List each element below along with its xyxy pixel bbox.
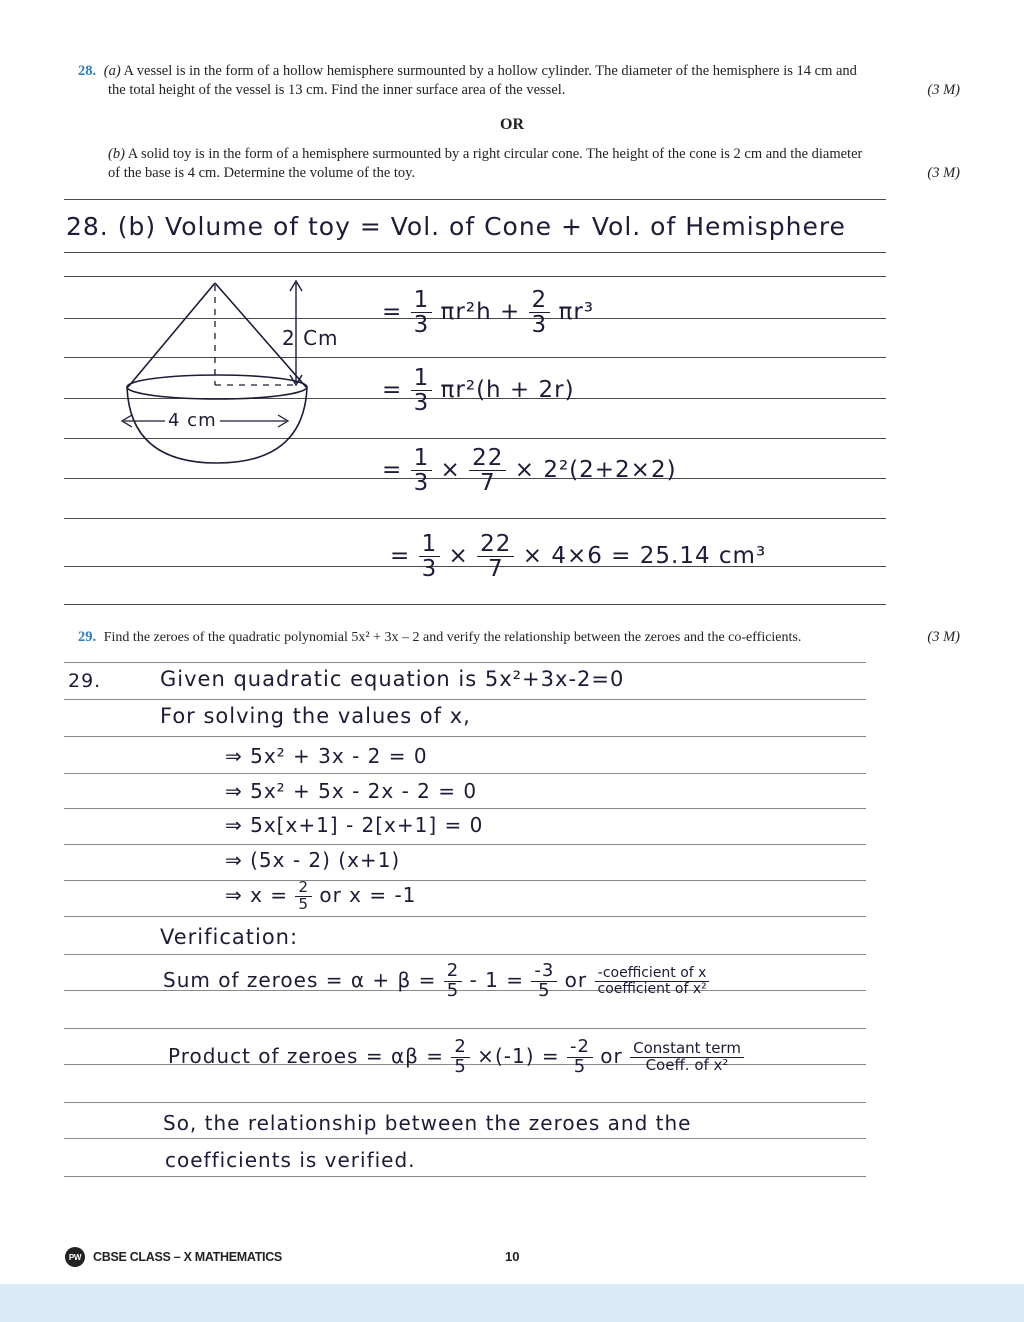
diameter-label: 4 cm: [165, 410, 220, 431]
ruled-line: [64, 880, 866, 881]
step-4: = $\frac{1}{3}$ × $\frac{22}{7}$ × 4×6 = 25.14 cm³: [390, 531, 767, 583]
step-2: = $\frac{1}{3}$ πr²(h + 2r): [382, 365, 575, 417]
fraction: $\frac{1}{3}$: [419, 532, 441, 581]
fraction: $\frac{1}{3}$: [411, 288, 433, 337]
question-28: [78, 62, 960, 100]
fraction: $\frac{2}{5}$: [444, 962, 462, 1001]
ruled-line: [64, 808, 866, 809]
cone-outline: [128, 283, 306, 387]
answer-29-line: ⇒ 5x² + 5x - 2x - 2 = 0: [225, 779, 478, 803]
ruled-line: [64, 916, 866, 917]
ruled-line: [64, 1028, 866, 1029]
answer-29-line: ⇒ 5x[x+1] - 2[x+1] = 0: [225, 813, 484, 837]
fraction: $\frac{-3}{5}$: [531, 962, 557, 1001]
ruled-line: [64, 604, 886, 605]
question-text: Find the zeroes of the quadratic polynomial 5x² + 3x – 2 and verify the relationship between the zeroes and the co-efficients.: [103, 630, 802, 645]
verification-heading: Verification:: [160, 925, 299, 949]
ruled-line: [64, 199, 886, 200]
ruled-line: [64, 1138, 866, 1139]
ruled-line: [64, 1176, 866, 1177]
product-of-zeroes: Product of zeroes = αβ = $\frac{2}{5}$ ×(-1) = $\frac{-2}{5}$ or $\frac{\text{Constant term}}{\text{Coeff. of x²}}$: [168, 1038, 744, 1077]
part-label: (a): [103, 63, 121, 79]
base-ellipse: [127, 375, 307, 399]
fraction: $\frac{1}{3}$: [411, 366, 433, 415]
question-number: 29.: [78, 629, 97, 645]
ruled-line: [64, 252, 886, 253]
marks: (3 M): [927, 165, 960, 181]
answer-29-line: For solving the values of x,: [160, 704, 471, 728]
or-label: OR: [500, 116, 524, 133]
fraction: $\frac{1}{3}$: [411, 446, 433, 495]
question-28b: [78, 145, 960, 183]
answer-29-line: ⇒ x = $\frac{2}{5}$ or x = -1: [225, 878, 417, 913]
height-label: 2 Cm: [282, 326, 339, 350]
fraction: $\frac{-2}{5}$: [567, 1038, 593, 1077]
fraction: $\frac{22}{7}$: [469, 446, 506, 495]
answer-29-line: ⇒ 5x² + 3x - 2 = 0: [225, 744, 428, 768]
footer-band: [0, 1284, 1024, 1322]
answer-29-line: coefficients is verified.: [165, 1148, 416, 1172]
question-text: the total height of the vessel is 13 cm. Find the inner surface area of the vessel.: [108, 82, 566, 98]
ruled-line: [64, 662, 866, 663]
publisher-logo-icon: PW: [65, 1247, 85, 1267]
question-text: A solid toy is in the form of a hemisphere surmounted by a right circular cone. The height of the cone is 2 cm and the diameter: [127, 146, 863, 162]
step-3: = $\frac{1}{3}$ × $\frac{22}{7}$ × 2²(2+2×2): [382, 445, 677, 497]
answer-29-line: So, the relationship between the zeroes and the: [163, 1111, 692, 1135]
question-text: of the base is 4 cm. Determine the volume of the toy.: [108, 165, 416, 181]
fraction: $\frac{2}{5}$: [295, 880, 312, 913]
part-label: (b): [108, 146, 125, 162]
page-number: 10: [505, 1249, 520, 1264]
question-29: [78, 628, 960, 647]
sum-of-zeroes: Sum of zeroes = α + β = $\frac{2}{5}$ - 1 = $\frac{-3}{5}$ or $\frac{\text{-coefficient of x}}{\text{coefficient of x²}}$: [163, 962, 710, 1001]
ruled-line: [64, 699, 866, 700]
toy-diagram: [118, 275, 348, 470]
fraction: $\frac{22}{7}$: [477, 532, 514, 581]
footer-text: CBSE CLASS – X MATHEMATICS: [93, 1250, 282, 1264]
fraction: $\frac{2}{3}$: [529, 288, 551, 337]
step-1: = $\frac{1}{3}$ πr²h + $\frac{2}{3}$ πr³: [382, 287, 595, 339]
fraction: $\frac{\text{Constant term}}{\text{Coeff. of x²}}$: [630, 1041, 744, 1074]
ruled-line: [64, 773, 866, 774]
question-text: A vessel is in the form of a hollow hemisphere surmounted by a hollow cylinder. The diameter of the hemisphere is 14 cm and: [123, 63, 857, 79]
ruled-line: [64, 518, 886, 519]
ruled-line: [64, 1102, 866, 1103]
ruled-line: [64, 736, 866, 737]
answer-28-heading: 28. (b) Volume of toy = Vol. of Cone + Vol. of Hemisphere: [66, 212, 846, 241]
answer-29-label: 29.: [68, 670, 102, 692]
answer-29-line: ⇒ (5x - 2) (x+1): [225, 848, 401, 872]
ruled-line: [64, 954, 866, 955]
question-number: 28.: [78, 63, 97, 79]
answer-29-line: Given quadratic equation is 5x²+3x-2=0: [160, 667, 625, 691]
ruled-line: [64, 844, 866, 845]
footer-title: [65, 1247, 282, 1267]
fraction: $\frac{\text{-coefficient of x}}{\text{coefficient of x²}}$: [595, 966, 710, 996]
marks: (3 M): [927, 82, 960, 98]
fraction: $\frac{2}{5}$: [451, 1038, 469, 1077]
marks: (3 M): [927, 629, 960, 645]
